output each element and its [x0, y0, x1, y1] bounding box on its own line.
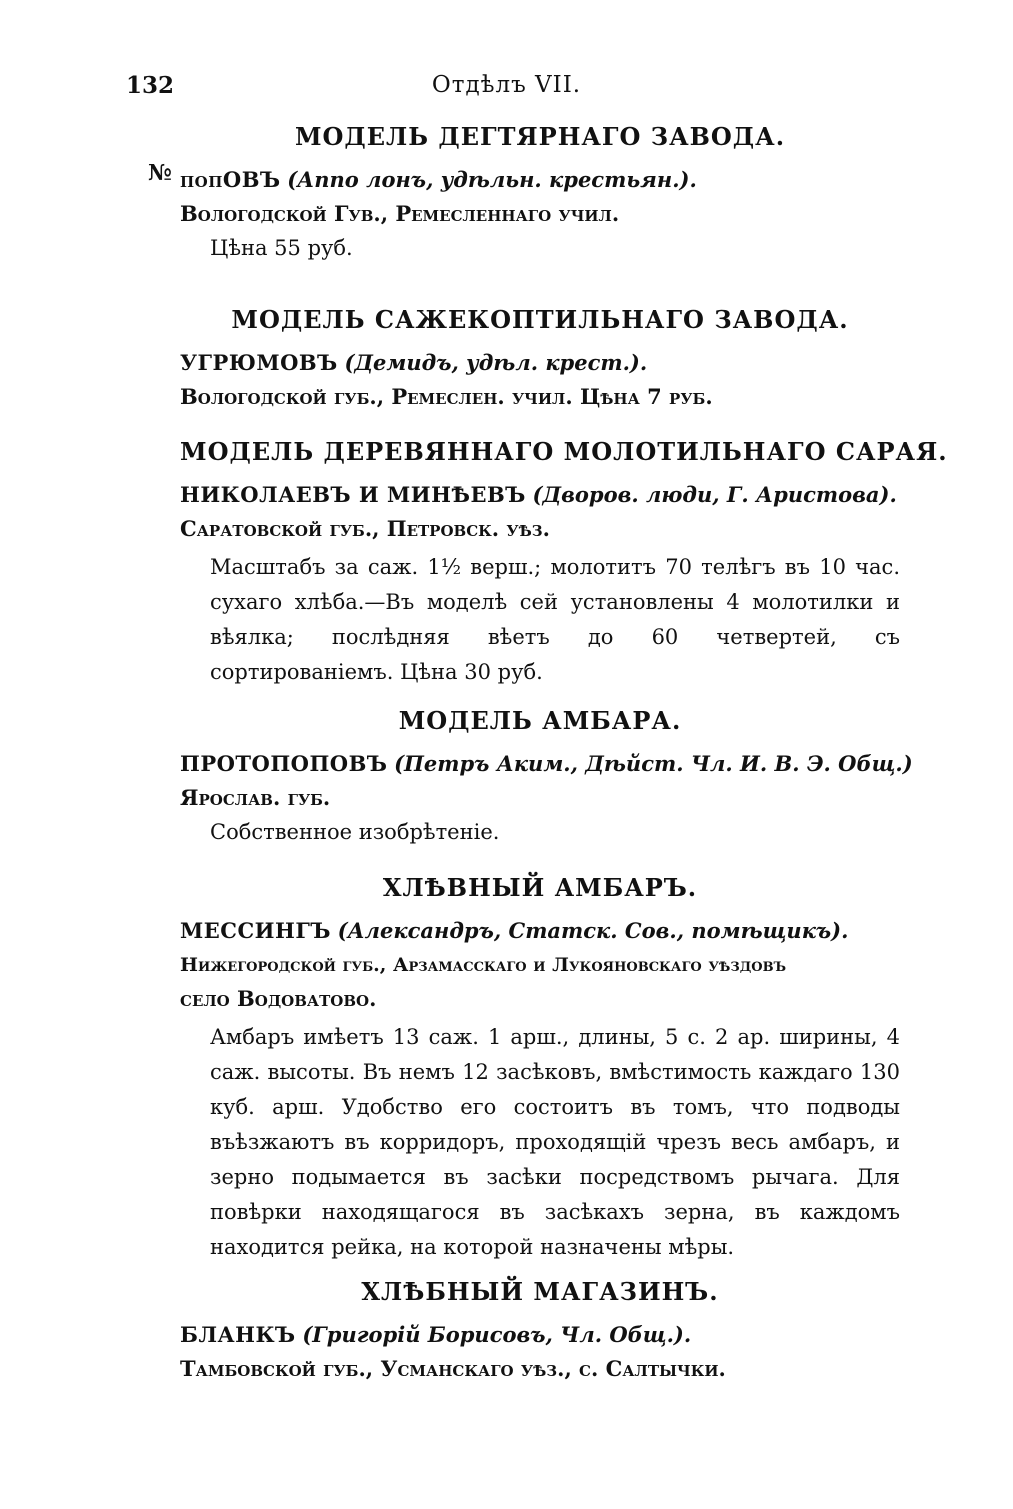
- exhibitor-status: (Григорій Борисовъ, Чл. Общ.).: [302, 1322, 692, 1347]
- exhibitor-line: [180, 747, 913, 781]
- exhibitor-location: Нижегородской губ., Арзамасскаго и Лукояновскаго уѣздовъ: [180, 954, 787, 976]
- section-threshing-barn-model: [180, 437, 948, 690]
- exhibitor-line: [180, 1318, 900, 1352]
- price: Цѣна 55 руб.: [210, 236, 353, 260]
- section-soot-factory-model: [180, 305, 900, 414]
- section-tar-factory-model: [180, 122, 900, 265]
- section-title: ХЛѢБНЫЙ МАГАЗИНЪ.: [361, 1277, 719, 1306]
- section-title: МОДЕЛЬ САЖЕКОПТИЛЬНАГО ЗАВОДА.: [231, 305, 849, 334]
- exhibitor-location: Тамбовской губ., Усманскаго уѣз., с. Салтычки.: [180, 1356, 726, 1381]
- exhibitor-status: (Аппо лонъ, удѣльн. крестьян.).: [287, 167, 697, 192]
- exhibitor-name: БЛАНКЪ: [180, 1322, 296, 1347]
- exhibitor-location: Ярослав. губ.: [180, 785, 331, 810]
- exhibitor-line: [180, 163, 900, 197]
- note: Собственное изобрѣтеніе.: [210, 820, 500, 844]
- section-title: МОДЕЛЬ АМБАРА.: [398, 706, 682, 735]
- section-grain-barn: [180, 873, 900, 1265]
- exhibitor-line: [180, 914, 900, 948]
- exhibitor-line: [180, 478, 900, 512]
- running-head: Отдѣлъ VII.: [431, 72, 582, 98]
- description: [180, 1020, 900, 1265]
- exhibitor-status: (Демидъ, удѣл. крест.).: [344, 350, 648, 375]
- exhibitor-status: (Александръ, Статск. Сов., помѣщикъ).: [337, 918, 849, 943]
- exhibitor-location: Вологодской Гув., Ремесленнаго учил.: [180, 201, 620, 226]
- description: [180, 550, 900, 690]
- exhibitor-location: Саратовской губ., Петровск. уѣз.: [180, 516, 550, 541]
- section-title: ХЛѢВНЫЙ АМБАРЪ.: [382, 873, 698, 902]
- exhibitor-status: (Петръ Аким., Дѣйст. Чл. И. В. Э. Общ.): [394, 751, 913, 776]
- description-text: Амбаръ имѣетъ 13 саж. 1 арш., длины, 5 с. 2 ар. ширины, 4 саж. высоты. Въ немъ 12 засѣковъ, вмѣстимость каждаго 130 куб. арш. Удобство его состоитъ въ томъ, что подводы въѣзжаютъ въ корридоръ, проходящій чрезъ весь амбаръ, и зерно подымается въ засѣки посредствомъ рычага. Для повѣрки находящагося въ засѣкахъ зерна, въ каждомъ находится рейка, на которой назначены мѣры.: [210, 1025, 900, 1259]
- exhibitor-location: Вологодской губ., Ремеслен. учил. Цѣна 7 руб.: [180, 384, 713, 409]
- exhibitor-line: [180, 346, 900, 380]
- exhibitor-location-village: село Водоватово.: [180, 986, 377, 1011]
- description-text: Масштабъ за саж. 1½ верш.; молотитъ 70 телѣгъ въ 10 час. сухаго хлѣба.—Въ моделѣ сей установлены 4 молотилки и вѣялка; послѣдняя вѣетъ до 60 четвертей, съ сортированіемъ. Цѣна 30 руб.: [210, 555, 900, 684]
- section-grain-store: [180, 1277, 900, 1386]
- exhibitor-name: МЕССИНГЪ: [180, 918, 331, 943]
- exhibitor-status: (Дворов. люди, Г. Аристова).: [532, 482, 897, 507]
- section-title: МОДЕЛЬ ДЕГТЯРНАГО ЗАВОДА.: [294, 122, 786, 151]
- exhibitor-name: попОВЪ: [180, 167, 281, 192]
- number-mark: №: [148, 160, 172, 186]
- page-number: 132: [126, 72, 175, 99]
- exhibitor-name: ПРОТОПОПОВЪ: [180, 751, 388, 776]
- exhibitor-name: УГРЮМОВЪ: [180, 350, 338, 375]
- section-title: МОДЕЛЬ ДЕРЕВЯННАГО МОЛОТИЛЬНАГО САРАЯ.: [180, 437, 948, 466]
- section-barn-model: [180, 706, 913, 849]
- exhibitor-name: НИКОЛАЕВЪ И МИНѢЕВЪ: [180, 482, 526, 507]
